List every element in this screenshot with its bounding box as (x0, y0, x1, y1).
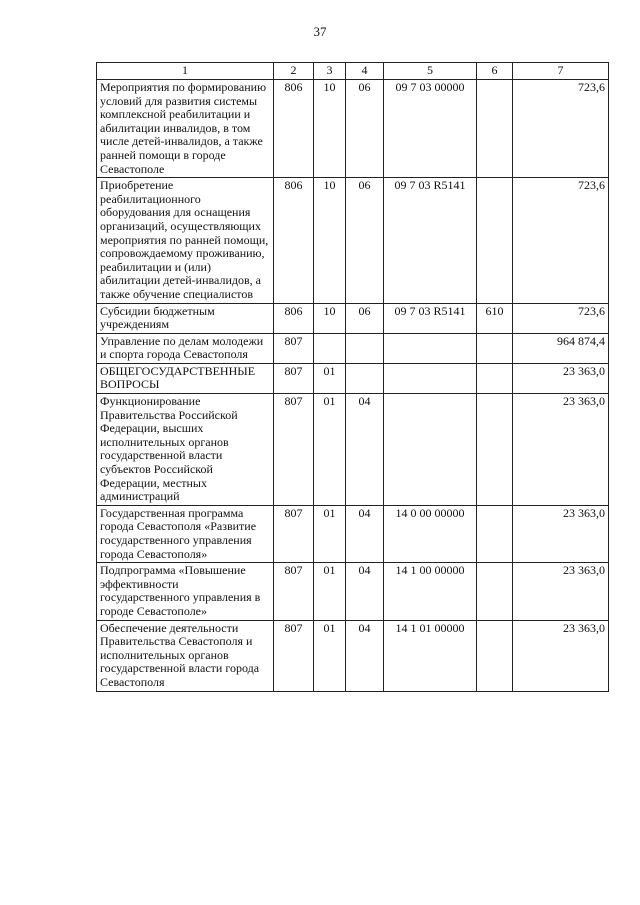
expense-type-code (477, 394, 513, 506)
ministry-code: 806 (274, 303, 314, 333)
subsection-code: 06 (346, 178, 384, 303)
subsection-code: 04 (346, 394, 384, 506)
subsection-code: 06 (346, 80, 384, 178)
column-header: 2 (274, 63, 314, 80)
table-row (97, 394, 609, 506)
column-header: 5 (384, 63, 477, 80)
column-header: 3 (314, 63, 346, 80)
item-name: Мероприятия по формированию условий для развития системы комплексной реабилитации и абилитации инвалидов, в том числе детей-инвалидов, а также ранней помощи в городе Севастополе (97, 80, 274, 178)
section-code: 01 (314, 563, 346, 620)
item-name: Государственная программа города Севастополя «Развитие государственного управления города Севастополя» (97, 505, 274, 562)
target-article-code: 09 7 03 00000 (384, 80, 477, 178)
subsection-code (346, 333, 384, 363)
subsection-code: 04 (346, 563, 384, 620)
amount: 723,6 (513, 80, 609, 178)
ministry-code: 807 (274, 333, 314, 363)
expense-type-code (477, 505, 513, 562)
expense-type-code (477, 363, 513, 393)
target-article-code (384, 363, 477, 393)
expense-type-code (477, 333, 513, 363)
page-number: 37 (313, 24, 327, 39)
table-row (97, 80, 609, 178)
subsection-code (346, 363, 384, 393)
section-code: 01 (314, 505, 346, 562)
target-article-code: 14 1 01 00000 (384, 620, 477, 691)
expense-type-code (477, 80, 513, 178)
ministry-code: 807 (274, 394, 314, 506)
amount: 964 874,4 (513, 333, 609, 363)
header-row (97, 63, 609, 80)
ministry-code: 806 (274, 178, 314, 303)
expense-type-code (477, 178, 513, 303)
section-code: 10 (314, 80, 346, 178)
target-article-code: 09 7 03 R5141 (384, 303, 477, 333)
table-row (97, 620, 609, 691)
column-header: 4 (346, 63, 384, 80)
amount: 23 363,0 (513, 505, 609, 562)
table-row (97, 505, 609, 562)
item-name: Функционирование Правительства Российской Федерации, высших исполнительных органов государственной власти субъектов Российской Федерации, местных администраций (97, 394, 274, 506)
subsection-code: 04 (346, 505, 384, 562)
item-name: ОБЩЕГОСУДАРСТВЕННЫЕ ВОПРОСЫ (97, 363, 274, 393)
target-article-code: 14 1 00 00000 (384, 563, 477, 620)
expense-type-code (477, 620, 513, 691)
table-row (97, 178, 609, 303)
section-code: 01 (314, 620, 346, 691)
section-code: 10 (314, 178, 346, 303)
table-row (97, 363, 609, 393)
subsection-code: 06 (346, 303, 384, 333)
subsection-code: 04 (346, 620, 384, 691)
amount: 23 363,0 (513, 363, 609, 393)
budget-table (96, 62, 609, 692)
section-code (314, 333, 346, 363)
column-header: 7 (513, 63, 609, 80)
ministry-code: 807 (274, 505, 314, 562)
item-name: Подпрограмма «Повышение эффективности государственного управления в городе Севастополе» (97, 563, 274, 620)
section-code: 01 (314, 363, 346, 393)
column-header: 1 (97, 63, 274, 80)
amount: 23 363,0 (513, 620, 609, 691)
target-article-code: 09 7 03 R5141 (384, 178, 477, 303)
target-article-code (384, 333, 477, 363)
table-row (97, 303, 609, 333)
ministry-code: 807 (274, 563, 314, 620)
target-article-code (384, 394, 477, 506)
amount: 23 363,0 (513, 394, 609, 506)
section-code: 01 (314, 394, 346, 506)
column-header: 6 (477, 63, 513, 80)
target-article-code: 14 0 00 00000 (384, 505, 477, 562)
expense-type-code: 610 (477, 303, 513, 333)
ministry-code: 807 (274, 363, 314, 393)
ministry-code: 806 (274, 80, 314, 178)
amount: 723,6 (513, 178, 609, 303)
item-name: Субсидии бюджетным учреждениям (97, 303, 274, 333)
expense-type-code (477, 563, 513, 620)
item-name: Приобретение реабилитационного оборудования для оснащения организаций, осуществляющих мероприятия по ранней помощи, сопровождаемому проживанию, реабилитации и (или) абилитации детей-инвалидов, а также обучение специалистов (97, 178, 274, 303)
item-name: Управление по делам молодежи и спорта города Севастополя (97, 333, 274, 363)
section-code: 10 (314, 303, 346, 333)
table-row (97, 333, 609, 363)
amount: 723,6 (513, 303, 609, 333)
ministry-code: 807 (274, 620, 314, 691)
amount: 23 363,0 (513, 563, 609, 620)
item-name: Обеспечение деятельности Правительства Севастополя и исполнительных органов государственной власти города Севастополя (97, 620, 274, 691)
table-row (97, 563, 609, 620)
